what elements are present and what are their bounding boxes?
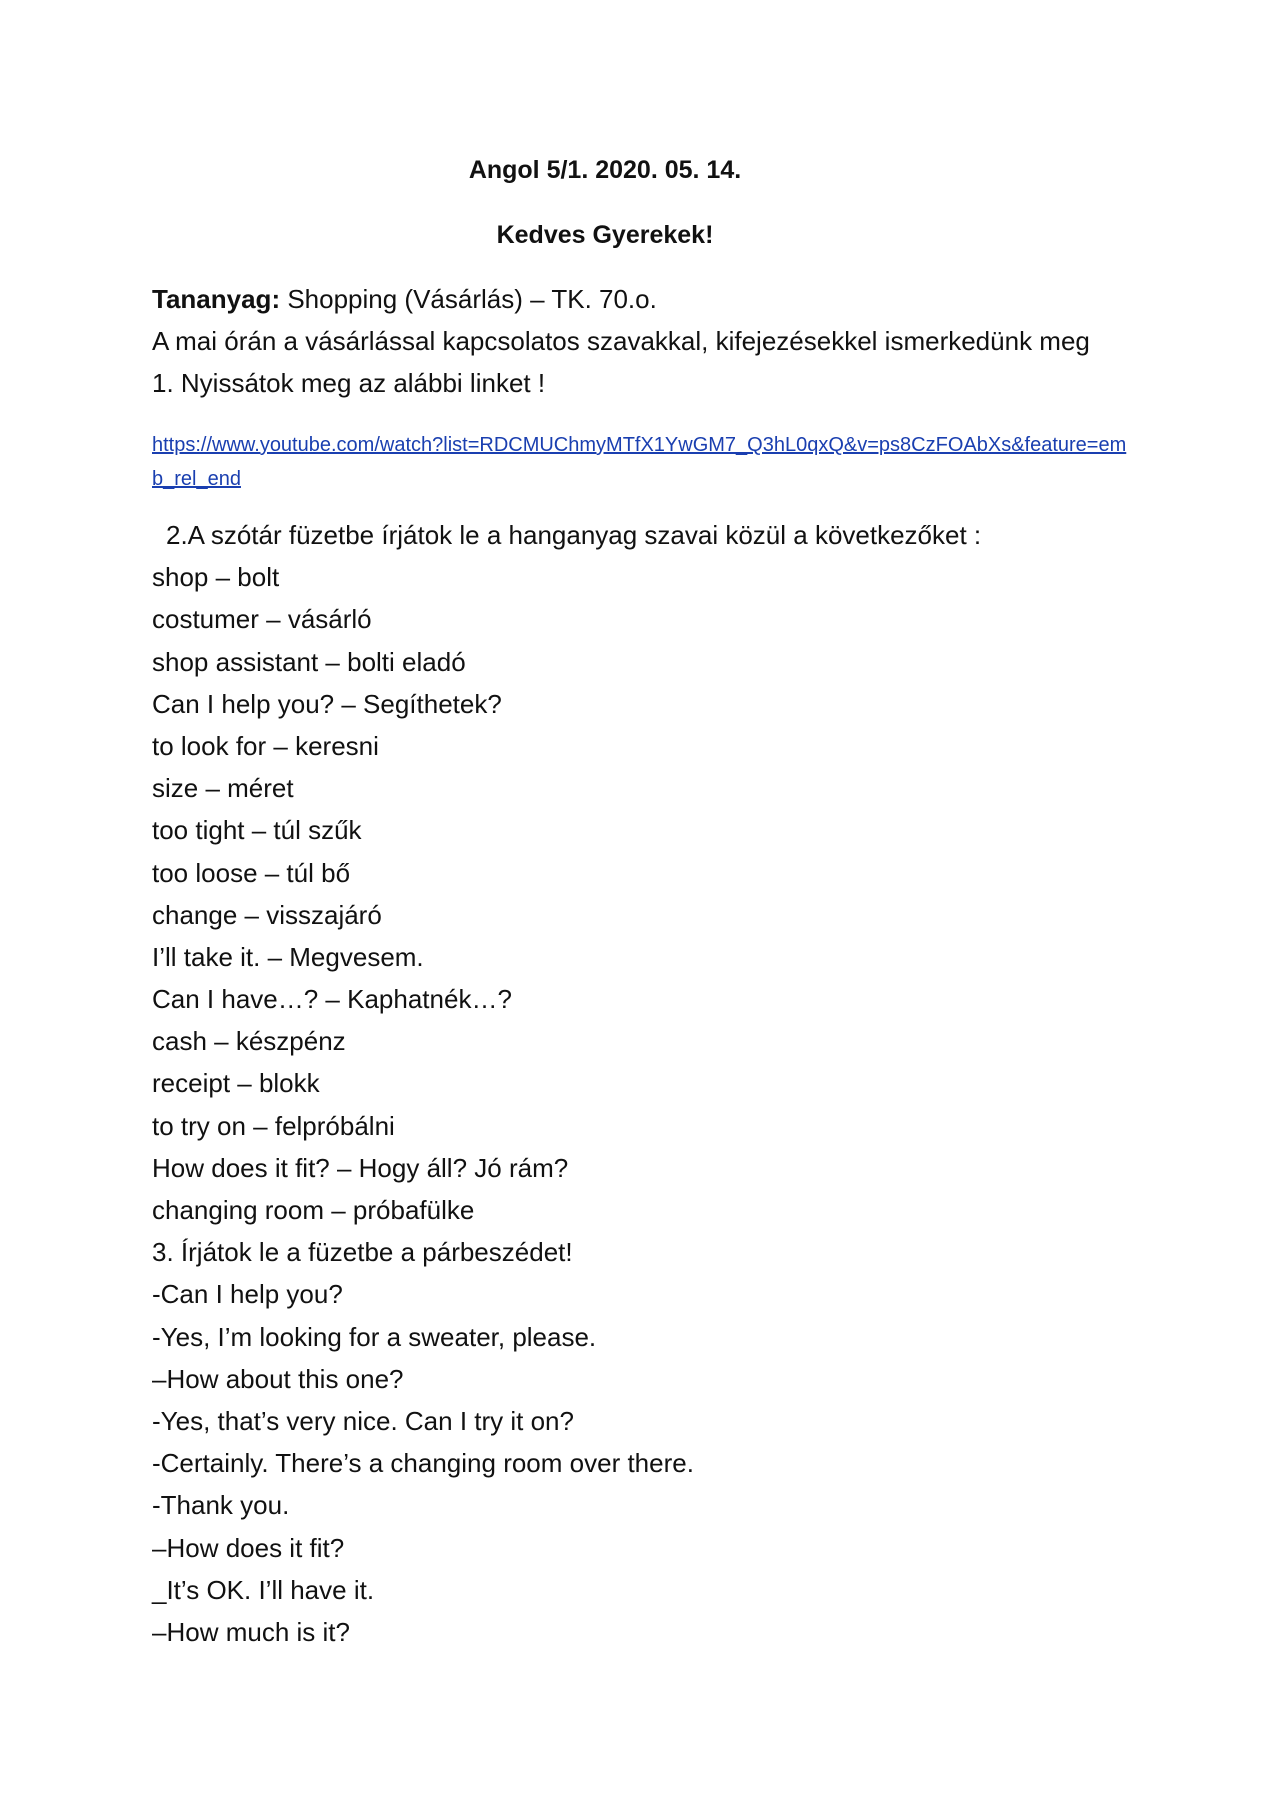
vocab-item: change – visszajáró [152, 899, 382, 930]
vocab-item: too loose – túl bő [152, 857, 351, 888]
vocab-item: to look for – keresni [152, 730, 379, 761]
youtube-link[interactable]: https://www.youtube.com/watch?list=RDCMUChmyMTfX1YwGM7_Q3hL0qxQ&v=ps8CzFOAbXs&feature=emb_rel_end [152, 434, 1127, 490]
topic-text: Shopping (Vásárlás) – TK. 70.o. [280, 284, 657, 314]
vocab-item: How does it fit? – Hogy áll? Jó rám? [152, 1152, 569, 1183]
vocab-item: Can I have…? – Kaphatnék…? [152, 984, 512, 1015]
dialogue-line: -Can I help you? [152, 1279, 343, 1310]
vocab-item: too tight – túl szűk [152, 815, 362, 846]
dialogue-line: –How much is it? [152, 1616, 350, 1647]
task1-instruction: 1. Nyissátok meg az alábbi linket ! [152, 368, 546, 398]
vocab-item: Can I help you? – Segíthetek? [152, 688, 502, 719]
intro-sentence: A mai órán a vásárlással kapcsolatos szavakkal, kifejezésekkel ismerkedünk meg [152, 326, 1090, 356]
vocab-item: I’ll take it. – Megvesem. [152, 941, 424, 972]
topic-label: Tananyag: [152, 284, 281, 314]
dialogue-line: -Yes, I’m looking for a sweater, please. [152, 1321, 597, 1352]
dialogue-line: –How does it fit? [152, 1532, 345, 1563]
dialogue-line: _It’s OK. I’ll have it. [152, 1574, 375, 1605]
vocab-item: cash – készpénz [152, 1026, 346, 1057]
dialogue-line: –How about this one? [152, 1363, 404, 1394]
dialogue-line: -Yes, that’s very nice. Can I try it on? [152, 1405, 574, 1436]
task3-instruction: 3. Írjátok le a füzetbe a párbeszédet! [152, 1237, 573, 1268]
topic-line [152, 278, 1152, 320]
document-title: Angol 5/1. 2020. 05. 14. [468, 156, 742, 184]
vocab-item: changing room – próbafülke [152, 1195, 475, 1225]
task2-instruction: 2.A szótár füzetbe írjátok le a hanganyag szavai közül a következőket : [166, 520, 982, 550]
vocab-item: shop assistant – bolti eladó [152, 646, 466, 677]
intro-section [152, 278, 1152, 404]
vocab-item: receipt – blokk [152, 1068, 320, 1099]
dialogue-line: -Thank you. [152, 1490, 290, 1521]
exercise-body [152, 514, 1152, 1653]
greeting: Kedves Gyerekek! [496, 221, 714, 249]
vocab-item: to try on – felpróbálni [152, 1110, 395, 1141]
dialogue-line: -Certainly. There’s a changing room over there. [152, 1448, 694, 1479]
vocab-item: size – méret [152, 773, 294, 804]
vocab-item: costumer – vásárló [152, 604, 372, 635]
vocab-item: shop – bolt [152, 562, 280, 593]
